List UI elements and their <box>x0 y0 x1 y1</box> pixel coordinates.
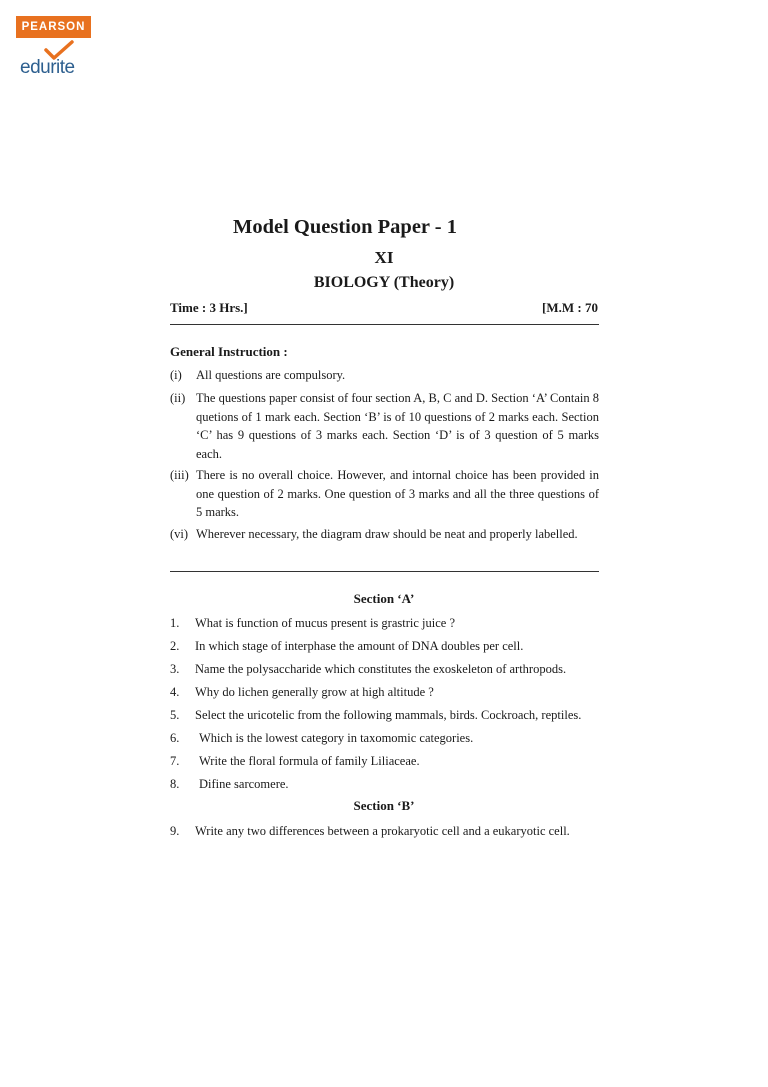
instruction-item <box>170 525 599 544</box>
question-number: 3. <box>170 662 180 676</box>
class-label: XI <box>374 248 394 267</box>
question-text: Which is the lowest category in taxomomic categories. <box>199 731 474 745</box>
instruction-item <box>170 366 599 385</box>
paper-title: Model Question Paper - 1 <box>233 216 457 238</box>
question-text: Why do lichen generally grow at high altitude ? <box>195 685 434 699</box>
instruction-text: All questions are compulsory. <box>196 368 346 382</box>
maximum-marks: [M.M : 70 <box>542 300 598 315</box>
general-instruction-heading: General Instruction : <box>170 344 288 359</box>
question-text: Select the uricotelic from the following mammals, birds. Cockroach, reptiles. <box>195 708 582 722</box>
question-text: In which stage of interphase the amount of DNA doubles per cell. <box>195 639 524 653</box>
instruction-text: There is no overall choice. However, and intornal choice has been provided in one question of 2 marks. One question of 3 marks and all the three questions of 5 marks. <box>196 468 599 519</box>
question-text: Write the floral formula of family Liliaceae. <box>199 754 420 768</box>
section-a-heading: Section ‘A’ <box>353 591 415 606</box>
instruction-text: The questions paper consist of four section A, B, C and D. Section ‘A’ Contain 8 quetions of 1 mark each. Section ‘B’ is of 10 questions of 2 marks each. Section ‘C’ has 9 questions of 3 marks each. Section ‘D’ is of 3 question of 5 marks each. <box>196 391 599 461</box>
instruction-item <box>170 389 599 463</box>
question-number: 6. <box>170 731 180 745</box>
subject-title: BIOLOGY (Theory) <box>313 274 455 291</box>
pearson-badge: PEARSON <box>16 16 91 38</box>
question-number: 1. <box>170 616 180 630</box>
section-b-heading: Section ‘B’ <box>353 798 415 813</box>
instruction-text: Wherever necessary, the diagram draw should be neat and properly labelled. <box>196 527 578 541</box>
question-text: What is function of mucus present is grastric juice ? <box>195 616 455 630</box>
instruction-number: (iii) <box>170 468 189 482</box>
question-text: Write any two differences between a prokaryotic cell and a eukaryotic cell. <box>195 824 570 838</box>
question-number: 4. <box>170 685 180 699</box>
instruction-number: (i) <box>170 368 182 382</box>
edurite-wordmark: edurite <box>20 57 75 78</box>
instruction-number: (vi) <box>170 527 189 541</box>
question-text: Difine sarcomere. <box>199 777 289 791</box>
instructions-divider <box>170 571 599 572</box>
question-text: Name the polysaccharide which constitutes the exoskeleton of arthropods. <box>195 662 567 676</box>
instruction-item <box>170 466 599 522</box>
question-number: 5. <box>170 708 180 722</box>
instruction-number: (ii) <box>170 391 186 405</box>
question-number: 7. <box>170 754 180 768</box>
question-number: 2. <box>170 639 180 653</box>
question-number: 9. <box>170 824 180 838</box>
header-divider <box>170 324 599 325</box>
question-number: 8. <box>170 777 180 791</box>
publisher-logo <box>16 16 96 80</box>
time-allowed: Time : 3 Hrs.] <box>170 300 248 315</box>
